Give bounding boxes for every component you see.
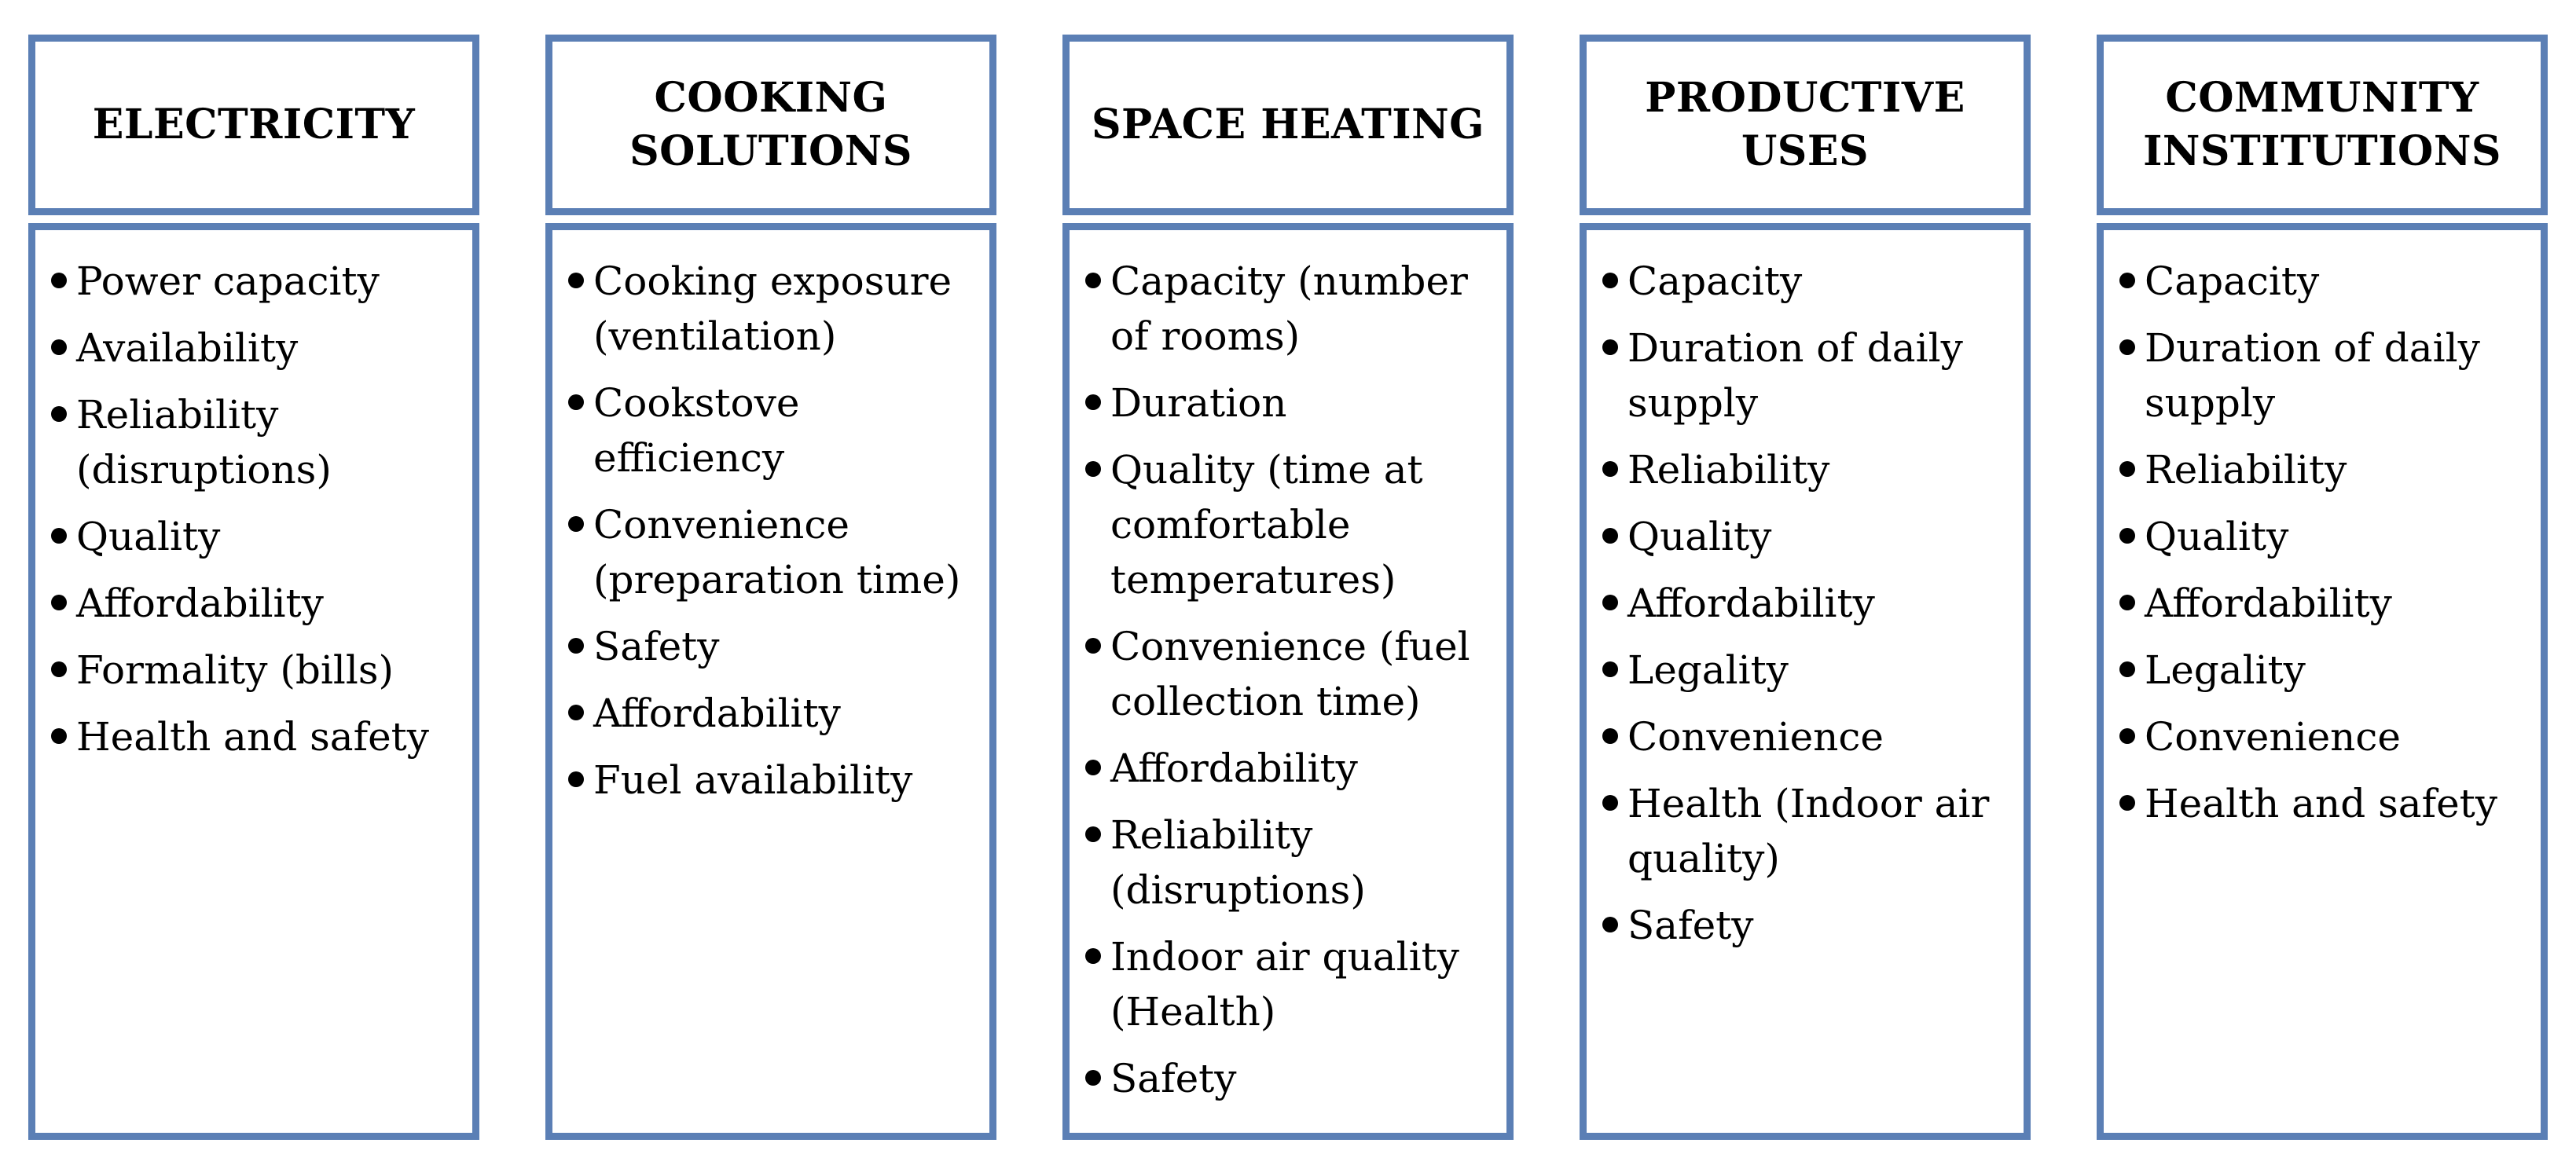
column-header-productive-uses [1580,35,2031,215]
bullet-icon [1085,760,1101,775]
list-item [1601,509,2016,564]
list-item [1601,709,2016,764]
bullet-icon [568,273,584,288]
bullet-icon [51,528,67,544]
list-item [1084,254,1499,364]
bullet-icon [1085,638,1101,654]
list-item [50,643,464,698]
list-item-label: Indoor air quality (Health) [1110,934,1459,1035]
list-item [1601,321,2016,430]
list-item [1601,898,2016,953]
attribute-list-community-institutions [2118,254,2533,831]
column-body-community-institutions [2097,223,2548,1140]
list-item-label: Safety [1110,1056,1237,1101]
list-item [567,686,982,741]
list-item-label: Reliability [1627,447,1830,493]
list-item [1601,776,2016,886]
list-item-label: Health and safety [2145,781,2497,826]
bullet-icon [51,406,67,422]
column-title-cooking-solutions: COOKING SOLUTIONS [629,74,912,175]
list-item [567,619,982,674]
bullet-icon [1085,273,1101,288]
list-item-label: Power capacity [76,258,380,304]
list-item-label: Affordability [593,691,841,736]
list-item-label: Convenience (preparation time) [593,502,961,603]
list-item-label: Reliability [2145,447,2347,493]
list-item [2118,509,2533,564]
list-item [50,576,464,631]
bullet-icon [1602,339,1618,355]
list-item-label: Legality [1627,647,1789,693]
list-item [50,709,464,764]
list-item [2118,442,2533,497]
attribute-list-space-heating [1084,254,1499,1106]
bullet-icon [2119,728,2135,744]
bullet-icon [51,339,67,355]
list-item [1601,442,2016,497]
list-item [2118,776,2533,831]
list-item-label: Safety [593,624,720,669]
column-title-community-institutions: COMMUNITY INSTITUTIONS [2143,74,2501,175]
list-item [1084,929,1499,1039]
attribute-list-cooking-solutions [567,254,982,808]
list-item [1084,808,1499,918]
column-title-productive-uses: PRODUCTIVE USES [1645,74,1965,175]
bullet-icon [1085,394,1101,410]
list-item [2118,643,2533,698]
list-item [50,321,464,376]
list-item-label: Duration of daily supply [2145,325,2480,426]
list-item [2118,254,2533,309]
list-item-label: Capacity (number of rooms) [1110,258,1468,359]
bullet-icon [568,771,584,787]
column-title-space-heating: SPACE HEATING [1091,101,1485,148]
attribute-list-electricity [50,254,464,764]
list-item-label: Health (Indoor air quality) [1627,781,1990,881]
list-item-label: Affordability [2145,581,2392,626]
bullet-icon [2119,528,2135,544]
list-item-label: Cooking exposure (ventilation) [593,258,952,359]
list-item [1084,442,1499,607]
list-item-label: Cookstove efficiency [593,380,800,481]
list-item [567,376,982,485]
list-item [1084,376,1499,430]
bullet-icon [1602,528,1618,544]
list-item-label: Reliability (disruptions) [76,392,332,493]
bullet-icon [1602,661,1618,677]
list-item-label: Convenience [1627,714,1884,760]
bullet-icon [1602,795,1618,811]
bullet-icon [1085,948,1101,964]
list-item [567,497,982,607]
list-item-label: Legality [2145,647,2306,693]
list-item-label: Quality [76,514,221,559]
bullet-icon [2119,595,2135,610]
list-item-label: Affordability [1110,746,1358,791]
bullet-icon [1602,461,1618,477]
list-item-label: Convenience [2145,714,2401,760]
list-item-label: Reliability (disruptions) [1110,812,1366,913]
bullet-icon [51,728,67,744]
bullet-icon [51,661,67,677]
list-item [1084,1051,1499,1106]
list-item-label: Health and safety [76,714,429,760]
column-header-community-institutions [2097,35,2548,215]
bullet-icon [1085,826,1101,842]
bullet-icon [1085,1070,1101,1086]
list-item-label: Duration of daily supply [1627,325,1963,426]
bullet-icon [1602,273,1618,288]
bullet-icon [568,638,584,654]
list-item-label: Availability [76,325,299,371]
list-item [50,509,464,564]
list-item-label: Duration [1110,380,1287,426]
list-item [1084,619,1499,729]
bullet-icon [2119,461,2135,477]
bullet-icon [51,595,67,610]
bullet-icon [1602,728,1618,744]
list-item [50,254,464,309]
bullet-icon [2119,661,2135,677]
column-body-space-heating [1062,223,1514,1140]
list-item-label: Formality (bills) [76,647,394,693]
column-header-cooking-solutions [545,35,996,215]
column-body-electricity [28,223,479,1140]
bullet-icon [1602,595,1618,610]
bullet-icon [1602,917,1618,932]
list-item [567,254,982,364]
list-item [1601,643,2016,698]
column-header-electricity [28,35,479,215]
list-item-label: Capacity [2145,258,2320,304]
list-item [2118,709,2533,764]
list-item [1601,254,2016,309]
column-header-space-heating [1062,35,1514,215]
bullet-icon [568,705,584,720]
bullet-icon [568,394,584,410]
list-item [1084,741,1499,796]
bullet-icon [2119,339,2135,355]
bullet-icon [1085,461,1101,477]
list-item-label: Affordability [1627,581,1875,626]
list-item-label: Quality [2145,514,2289,559]
list-item-label: Capacity [1627,258,1803,304]
bullet-icon [51,273,67,288]
bullet-icon [2119,795,2135,811]
list-item-label: Safety [1627,903,1754,948]
list-item [50,387,464,497]
list-item [2118,576,2533,631]
column-body-productive-uses [1580,223,2031,1140]
bullet-icon [2119,273,2135,288]
list-item-label: Affordability [76,581,324,626]
attribute-list-productive-uses [1601,254,2016,953]
list-item-label: Fuel availability [593,757,913,803]
list-item-label: Convenience (fuel collection time) [1110,624,1470,724]
list-item-label: Quality [1627,514,1772,559]
list-item [1601,576,2016,631]
bullet-icon [568,516,584,532]
list-item-label: Quality (time at comfortable temperatures) [1110,447,1423,603]
list-item [567,753,982,808]
column-title-electricity: ELECTRICITY [92,101,416,148]
list-item [2118,321,2533,430]
column-body-cooking-solutions [545,223,996,1140]
